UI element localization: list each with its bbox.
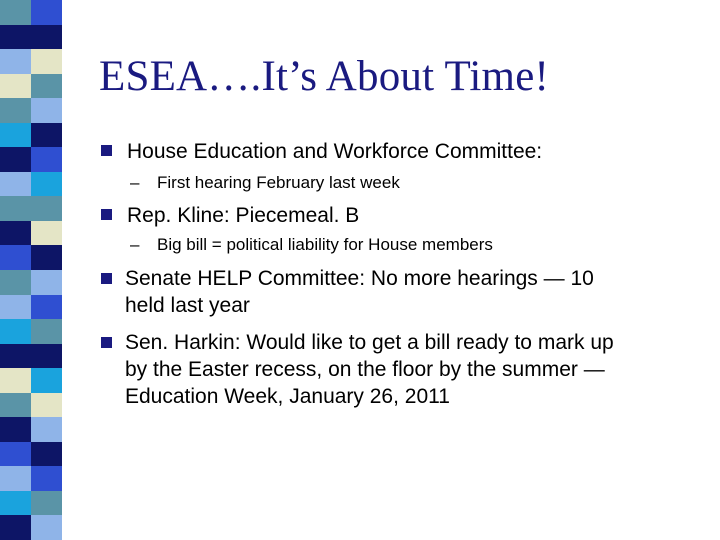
stripe-block	[31, 515, 62, 540]
slide-title: ESEA….It’s About Time!	[99, 53, 550, 100]
bullet-text-line: Education Week, January 26, 2011	[125, 385, 450, 408]
stripe-block	[0, 25, 31, 50]
stripe-block	[31, 147, 62, 172]
stripe-block	[0, 123, 31, 148]
stripe-block	[31, 0, 62, 25]
stripe-block	[0, 393, 31, 418]
stripe-block	[31, 417, 62, 442]
stripe-block	[0, 319, 31, 344]
stripe-block	[31, 245, 62, 270]
stripe-block	[31, 368, 62, 393]
stripe-block	[31, 221, 62, 246]
stripe-block	[31, 49, 62, 74]
stripe-block	[31, 442, 62, 467]
stripe-block	[0, 295, 31, 320]
bullet-text-line: Sen. Harkin: Would like to get a bill ready to mark up	[125, 331, 614, 354]
stripe-block	[31, 25, 62, 50]
stripe-block	[31, 344, 62, 369]
stripe-block	[0, 466, 31, 491]
stripe-block	[0, 270, 31, 295]
stripe-block	[0, 147, 31, 172]
bullet-text-line: held last year	[125, 294, 250, 317]
bullet-text-line: Senate HELP Committee: No more hearings — 10	[125, 267, 594, 290]
stripe-block	[0, 491, 31, 516]
sub-bullet-dash: –	[130, 235, 140, 254]
stripe-block	[0, 221, 31, 246]
stripe-block	[0, 442, 31, 467]
stripe-block	[31, 98, 62, 123]
stripe-block	[31, 295, 62, 320]
sub-bullet-dash: –	[130, 173, 140, 192]
stripe-block	[0, 98, 31, 123]
stripe-block	[31, 319, 62, 344]
sub-bullet-text: First hearing February last week	[157, 173, 400, 192]
stripe-block	[0, 74, 31, 99]
stripe-block	[0, 515, 31, 540]
stripe-block	[0, 172, 31, 197]
bullet-text: House Education and Workforce Committee:	[127, 140, 543, 163]
stripe-block	[31, 491, 62, 516]
bullet-text-line: by the Easter recess, on the floor by the summer —	[125, 358, 605, 381]
stripe-block	[0, 49, 31, 74]
stripe-block	[0, 344, 31, 369]
stripe-block	[31, 172, 62, 197]
stripe-block	[0, 368, 31, 393]
bullet-square-icon	[101, 273, 112, 284]
stripe-block	[31, 393, 62, 418]
stripe-block	[31, 123, 62, 148]
stripe-block	[31, 74, 62, 99]
stripe-block	[0, 245, 31, 270]
decorative-stripe	[0, 0, 62, 540]
stripe-block	[31, 270, 62, 295]
stripe-block	[0, 417, 31, 442]
stripe-block	[31, 196, 62, 221]
stripe-block	[31, 466, 62, 491]
sub-bullet-text: Big bill = political liability for House members	[157, 235, 493, 254]
bullet-square-icon	[101, 145, 112, 156]
bullet-text: Rep. Kline: Piecemeal. B	[127, 204, 360, 227]
bullet-square-icon	[101, 337, 112, 348]
bullet-square-icon	[101, 209, 112, 220]
stripe-block	[0, 0, 31, 25]
stripe-block	[0, 196, 31, 221]
